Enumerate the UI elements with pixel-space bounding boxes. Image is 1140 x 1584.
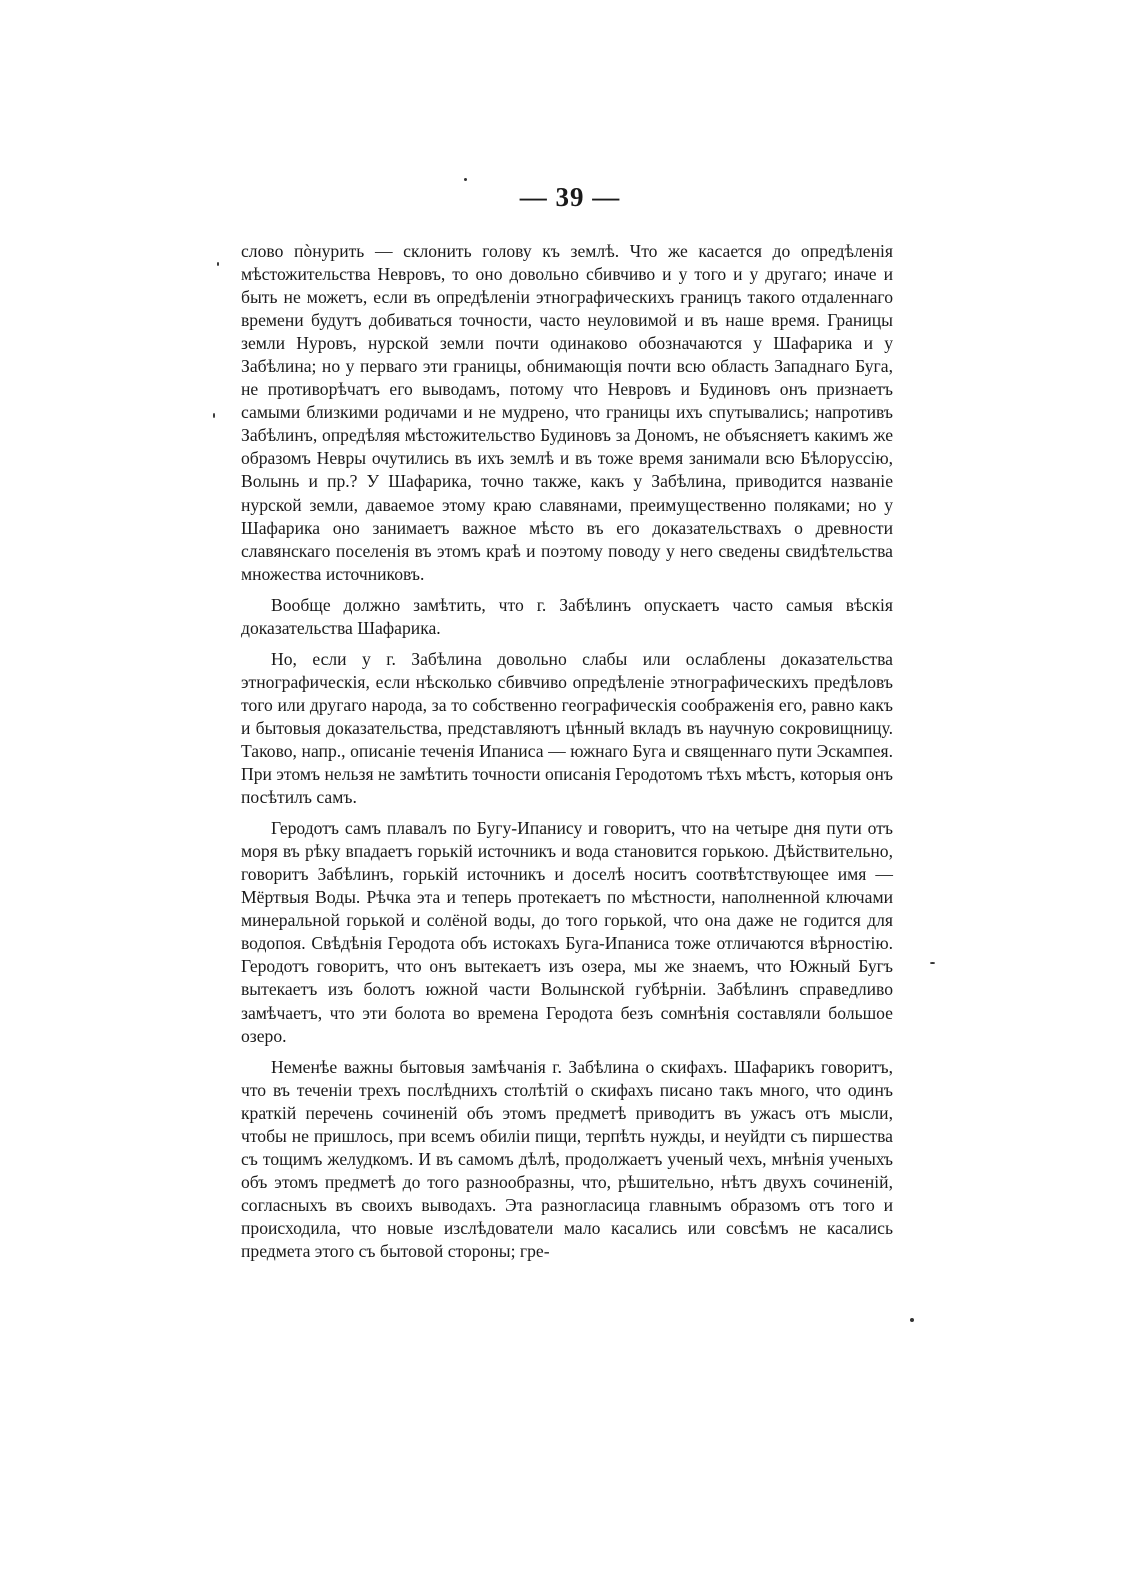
print-speck [910, 1318, 914, 1322]
print-speck [464, 178, 467, 181]
paragraph-4: Геродотъ самъ плавалъ по Бугу-Ипанису и говоритъ, что на четыре дня пути отъ моря въ рѣку впадаетъ горькій источникъ и вода становится горькою. Дѣйствительно, говоритъ Забѣлинъ, горькій источникъ и доселѣ носитъ соотвѣтствующее имя — Мёртвыя Воды. Рѣчка эта и теперь протекаетъ по мѣстности, наполненной ключами минеральной горькой и солёной воды, до того горькой, что она даже не годится для водопоя. Свѣдѣнія Геродота объ истокахъ Буга-Ипаниса тоже отличаются вѣрностію. Геродотъ говоритъ, что онъ вытекаетъ изъ озера, мы же знаемъ, что Южный Бугъ вытекаетъ изъ болотъ южной части Волынской губѣрніи. Забѣлинъ справедливо замѣчаетъ, что эти болота во времена Геродота безъ сомнѣнія составляли большое озеро. [241, 818, 893, 1046]
page-text [241, 240, 893, 1263]
paragraph-5: Неменѣе важны бытовыя замѣчанія г. Забѣлина о скифахъ. Шафарикъ говоритъ, что въ теченіи трехъ послѣднихъ столѣтій о скифахъ писано такъ много, что одинъ краткій перечень сочиненій объ этомъ предметѣ приводитъ въ ужасъ отъ мысли, чтобы не пришлось, при всемъ обиліи пищи, терпѣть нужды, и неуйдти съ пиршества съ тощимъ желудкомъ. И въ самомъ дѣлѣ, продолжаетъ ученый чехъ, мнѣнія ученыхъ объ этомъ предметѣ до того разнообразны, что, рѣшительно, нѣтъ двухъ сочиненій, согласныхъ въ своихъ выводахъ. Эта разногласица главнымъ образомъ отъ того и происходила, что новые изслѣдователи мало касались или совсѣмъ не касались предмета этого съ бытовой стороны; гре- [241, 1056, 893, 1261]
paragraph-3: Но, если у г. Забѣлина довольно слабы или ослаблены доказательства этнографическія, если нѣсколько сбивчиво опредѣленіе этнографическихъ предѣловъ того или другаго народа, за то собственно географическія соображенія его, равно какъ и бытовыя доказательства, представляютъ цѣнный вкладъ въ научную сокровищницу. Таково, напр., описаніе теченія Ипаниса — южнаго Буга и священнаго пути Эскампея. При этомъ нельзя не замѣтить точности описанія Геродотомъ тѣхъ мѣстъ, которыя онъ посѣтилъ самъ. [241, 648, 893, 808]
print-speck [217, 262, 219, 266]
print-speck [213, 413, 215, 418]
paragraph-2: Вообще должно замѣтить, что г. Забѣлинъ опускаетъ часто самыя вѣскія доказательства Шафарика. [241, 594, 893, 638]
print-speck [930, 962, 935, 964]
page-number: — 39 — [519, 182, 621, 212]
paragraph-1: слово пòнурить — склонить голову къ землѣ. Что же касается до опредѣленія мѣстожительства Невровъ, то оно довольно сбивчиво и у того и у другаго; иначе и быть не можетъ, если въ опредѣленіи этнографическихъ границъ такого отдаленнаго времени будутъ добиваться точности, часто неуловимой и въ наше время. Границы земли Нуровъ, нурской земли почти одинаково обозначаются у Шафарика и у Забѣлина; но у перваго эти границы, обнимающія почти всю область Западнаго Буга, не противорѣчатъ его выводамъ, потому что Невровъ и Будиновъ онъ признаетъ самыми близкими родичами и не мудрено, что границы ихъ спутывались; напротивъ Забѣлинъ, опредѣляя мѣстожительство Будиновъ за Дономъ, не объясняетъ какимъ же образомъ Невры очутились въ ихъ землѣ и въ тоже время занимали всю Бѣлоруссію, Волынь и пр.? У Шафарика, точно также, какъ у Забѣлина, приводится названіе нурской земли, даваемое этому краю славянами, преимущественно поляками; но у Шафарика оно занимаетъ важное мѣсто въ его доказательствахъ о древности славянскаго поселенія въ этомъ краѣ и поэтому поводу у него сведены свидѣтельства множества источниковъ. [241, 241, 893, 584]
